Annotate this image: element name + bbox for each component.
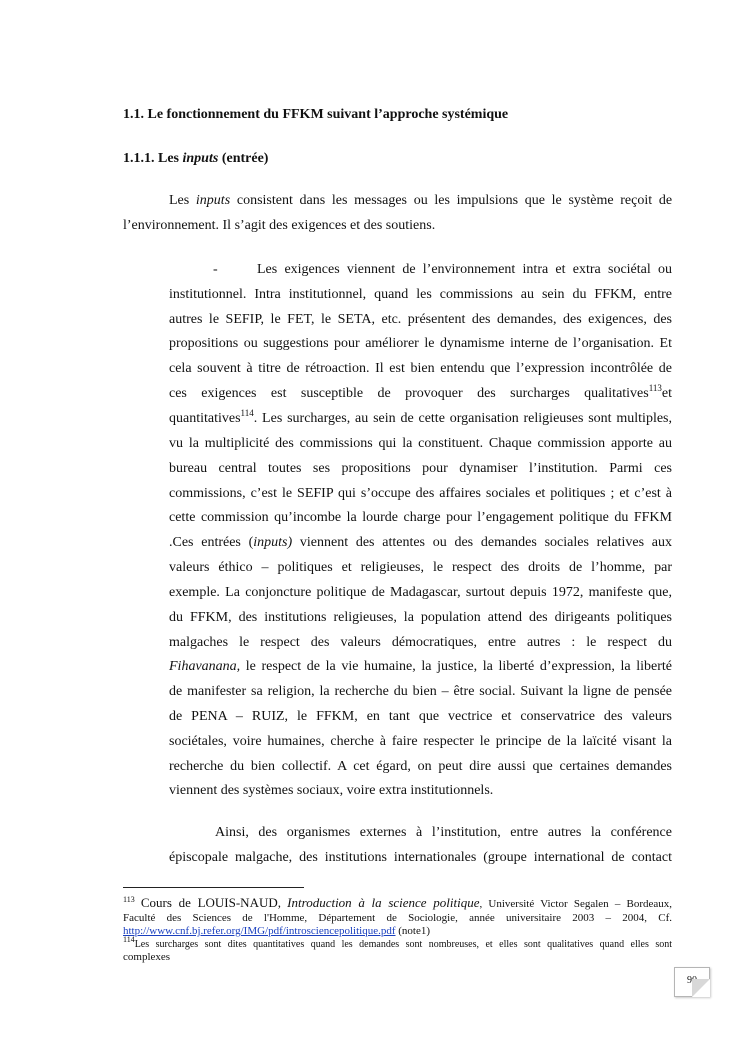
bullet-line-8: vu la multiplicité des commissions qui la constituent. Chaque commission apporte au	[169, 436, 672, 451]
footnote-114-line-2: complexes	[123, 951, 171, 963]
bullet-line-10: commissions, c’est le SEFIP qui s’occupe des affaires sociales et politiques ; et c’est à	[169, 486, 672, 501]
bullet-line-6: ces exigences est susceptible de provoquer des surcharges qualitatives$^{113}$et	[169, 383, 672, 401]
page-number-box	[674, 967, 710, 997]
bullet-line-1	[169, 262, 672, 278]
bullet-line-20: sociétales, voire humaines, cherche à faire respecter le principe de la laïcité visant la	[169, 734, 672, 749]
subsection-italic: inputs	[182, 151, 219, 166]
page-number: 90	[687, 975, 697, 986]
bullet-line-17: Fihavanana, le respect de la vie humaine, la justice, la liberté d’expression, la liberté	[169, 659, 672, 674]
bullet-line-12: .Ces entrées (inputs) viennent des attentes ou des demandes sociales relatives aux	[169, 535, 672, 550]
section-heading: 1.1. Le fonctionnement du FFKM suivant l’approche systémique	[123, 107, 509, 122]
bullet-line-5: cela souvent à titre de rétroaction. Il est bien entendu que l’expression incontrôlée de	[169, 361, 672, 376]
intro-line-2: l’environnement. Il s’agit des exigences et des soutiens.	[123, 218, 436, 233]
page-curl-icon	[692, 979, 710, 997]
footnote-separator	[123, 887, 304, 888]
bullet-line-3: autres le SEFIP, le FET, le SETA, etc. présentent des demandes, des exigences, des	[169, 312, 672, 327]
bullet-line-9: bureau central toutes ses propositions pour dynamiser l’institution. Parmi ces	[169, 461, 672, 476]
bullet-line-21: recherche du bien collectif. A cet égard, on peut dire aussi que certaines demandes	[169, 759, 672, 774]
bullet-line-16: malgaches le respect des valeurs démocratiques, entre autres : le respect du	[169, 635, 672, 650]
bullet-line-4: propositions ou suggestions pour améliorer le dynamisme interne de l’organisation. Et	[169, 336, 672, 351]
subsection-prefix: 1.1.1. Les	[123, 151, 179, 166]
bullet-line-2: institutionnel. Intra institutionnel, quand les commissions au sein du FFKM, entre	[169, 287, 672, 302]
footnote-113-line-3: http://www.cnf.bj.refer.org/IMG/pdf/introsciencepolitique.pdf (note1)	[123, 925, 431, 937]
para2-line-1: Ainsi, des organismes externes à l’institution, entre autres la conférence	[215, 825, 672, 840]
para2-line-2: épiscopale malgache, des institutions internationales (groupe international de contact	[169, 850, 672, 865]
footnote-113-line-2: Faculté des Sciences de l'Homme, Département de Sociologie, année universitaire 2003 – 2004, Cf.	[123, 912, 672, 924]
subsection-heading	[123, 151, 268, 167]
bullet-line-1-text: Les exigences viennent de l’environnement intra et extra sociétal ou	[257, 262, 672, 277]
bullet-line-18: de manifester sa religion, la recherche du bien – être social. Suivant la ligne de pensée	[169, 684, 672, 699]
bullet-line-13: valeurs éthico – politiques et religieuses, le respect des droits de l’homme, par	[169, 560, 672, 575]
intro-line-1: Les inputs consistent dans les messages ou les impulsions que le système reçoit de	[169, 193, 673, 208]
bullet-line-22: viennent des systèmes sociaux, voire extra institutionnels.	[169, 783, 494, 798]
bullet-line-14: exemple. La conjoncture politique de Madagascar, surtout depuis 1972, manifeste que,	[169, 585, 672, 600]
footnote-link[interactable]: http://www.cnf.bj.refer.org/IMG/pdf/introsciencepolitique.pdf	[123, 925, 396, 937]
bullet-dash: -	[213, 262, 218, 277]
bullet-line-7: quantitatives$^{114}$. Les surcharges, au sein de cette organisation religieuses sont multiples,	[169, 408, 672, 426]
footnote-ref-113[interactable]: 113	[648, 383, 662, 393]
bullet-line-11: cette commission qu’incombe la lourde charge pour l’engagement politique du FFKM	[169, 510, 672, 525]
bullet-line-19: de PENA – RUIZ, le FFKM, en tant que vectrice et conservatrice des valeurs	[169, 709, 672, 724]
footnote-113-line-1: $^{113}$ Cours de LOUIS-NAUD, Introduction à la science politique, Université Victor Segalen – Bordeaux,	[123, 895, 673, 910]
bullet-line-15: du FFKM, des institutions religieuses, la population attend des dirigeants politiques	[169, 610, 672, 625]
footnote-ref-114[interactable]: 114	[240, 408, 254, 418]
footnote-114-line-1: $^{114}$Les surcharges sont dites quantitatives quand les demandes sont nombreuses, et elles sont qualitatives quand elles sont	[123, 935, 672, 950]
subsection-suffix: (entrée)	[221, 151, 269, 166]
